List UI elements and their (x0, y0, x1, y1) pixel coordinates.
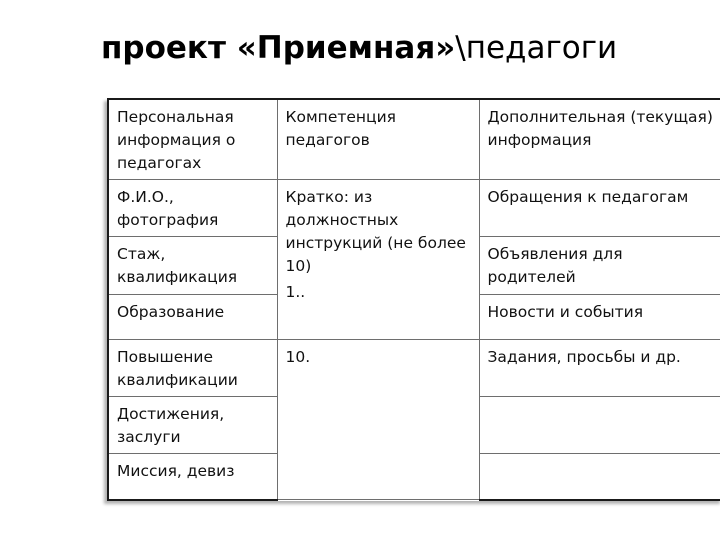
table-row (108, 180, 720, 237)
header-personal-info: Персональная информация о педагогах (108, 99, 277, 180)
cell-competence-summary (277, 180, 479, 340)
cell-news: Новости и события (479, 295, 720, 340)
cell-competence-last (277, 340, 479, 500)
header-additional-info: Дополнительная (текущая) информация (479, 99, 720, 180)
cell-qualification-upgrade: Повышение квалификации (108, 340, 277, 397)
slide-title-bold: проект «Приемная» (101, 30, 456, 66)
cell-empty-1 (479, 397, 720, 454)
table-row (108, 340, 720, 397)
competence-summary-text: Кратко: из должностных инструкций (не более 10) (285, 188, 466, 275)
header-competence: Компетенция педагогов (277, 99, 479, 180)
slide-title (101, 28, 617, 68)
cell-mission: Миссия, девиз (108, 454, 277, 500)
cell-empty-2 (479, 454, 720, 500)
slide-title-normal: \педагоги (455, 30, 618, 66)
cell-fio-photo: Ф.И.О., фотография (108, 180, 277, 237)
cell-tasks: Задания, просьбы и др. (479, 340, 720, 397)
cell-achievements: Достижения, заслуги (108, 397, 277, 454)
cell-appeals: Обращения к педагогам (479, 180, 720, 237)
table-header-row (108, 99, 720, 180)
cell-experience: Стаж, квалификация (108, 237, 277, 295)
info-table (107, 98, 720, 501)
competence-item-last: 10. (285, 348, 311, 366)
cell-announcements: Объявления для родителей (479, 237, 720, 295)
competence-item-first: 1.. (285, 283, 306, 301)
cell-education: Образование (108, 295, 277, 340)
